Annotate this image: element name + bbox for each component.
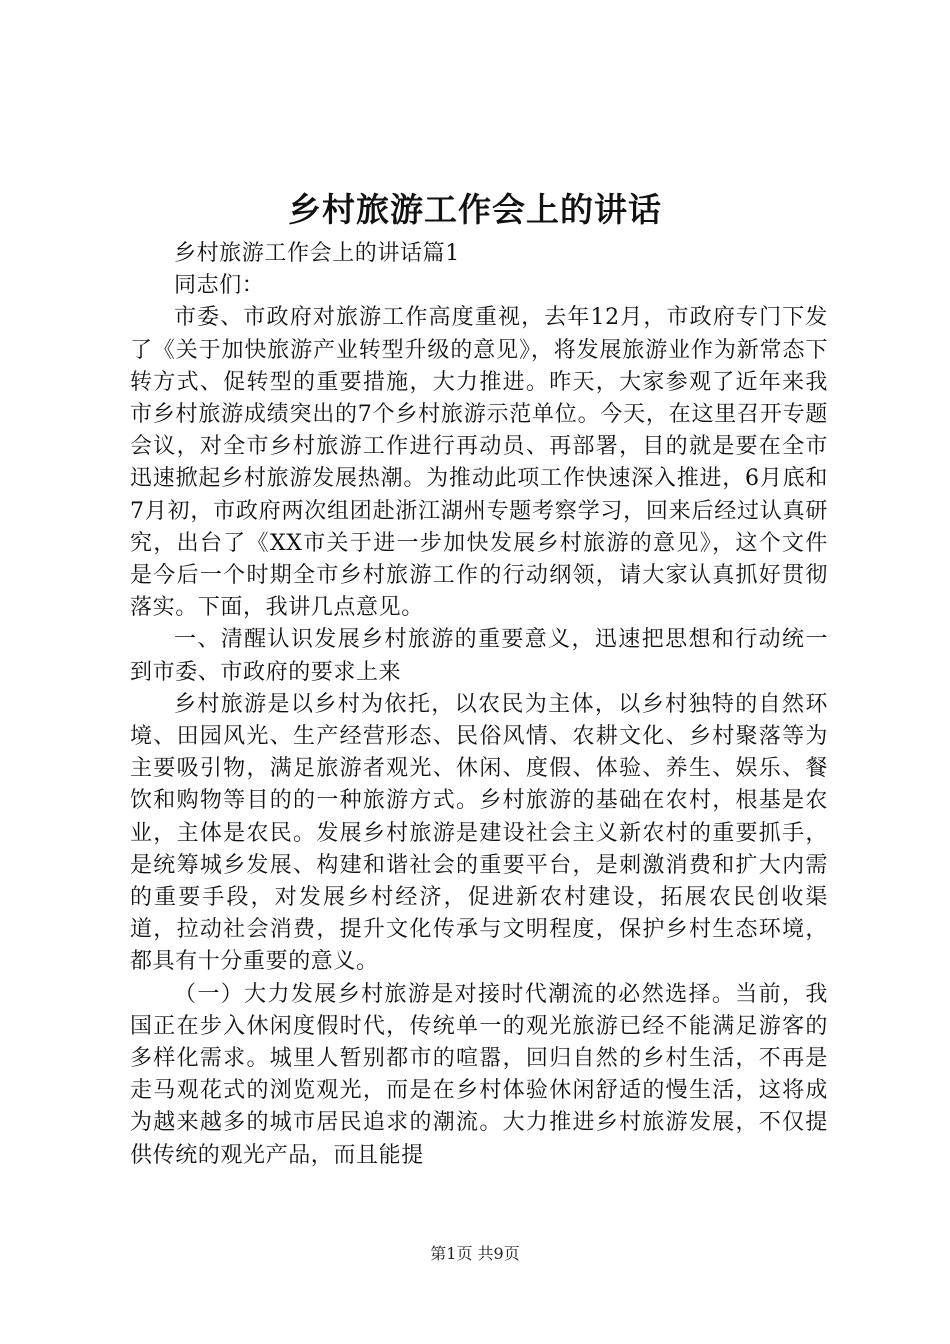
- page-title: 乡村旅游工作会上的讲话: [288, 190, 662, 229]
- page-footer: [0, 1243, 950, 1265]
- paragraph-heading: 一、清醒认识发展乡村旅游的重要意义，迅速把思想和行动统一到市委、市政府的要求上来: [130, 627, 828, 685]
- paragraph: 乡村旅游是以乡村为依托，以农民为主体，以乡村独特的自然环境、田园风光、生产经营形态、民俗风情、农耕文化、乡村聚落等为主要吸引物，满足旅游者观光、休闲、度假、体验、养生、娱乐、餐饮和购物等目的的一种旅游方式。乡村旅游的基础在农村，根基是农业，主体是农民。发展乡村旅游是建设社会主义新农村的重要抓手，是统筹城乡发展、构建和谐社会的重要平台，是刺激消费和扩大内需的重要手段，对发展乡村经济，促进新农村建设，拓展农民创收渠道，拉动社会消费，提升文化传承与文明程度，保护乡村生态环境，都具有十分重要的意义。: [130, 691, 828, 975]
- document-body: [130, 238, 828, 1172]
- section-heading: 乡村旅游工作会上的讲话篇1: [174, 241, 460, 266]
- paragraph: （一）大力发展乡村旅游是对接时代潮流的必然选择。当前，我国正在步入休闲度假时代，传统单一的观光旅游已经不能满足游客的多样化需求。城里人暂别都市的喧嚣，回归自然的乡村生活，不再是走马观花式的浏览观光，而是在乡村体验休闲舒适的慢生活，这将成为越来越多的城市居民追求的潮流。大力推进乡村旅游发展，不仅提供传统的观光产品，而且能提: [130, 981, 828, 1168]
- paragraph: 市委、市政府对旅游工作高度重视，去年12月，市政府专门下发了《关于加快旅游产业转型升级的意见》，将发展旅游业作为新常态下转方式、促转型的重要措施，大力推进。昨天，大家参观了近年来我市乡村旅游成绩突出的7个乡村旅游示范单位。今天，在这里召开专题会议，对全市乡村旅游工作进行再动员、再部署，目的就是要在全市迅速掀起乡村旅游发展热潮。为推动此项工作快速深入推进，6月底和7月初，市政府两次组团赴浙江湖州专题考察学习，回来后经过认真研究，出台了《XX市关于进一步加快发展乡村旅游的意见》，这个文件是今后一个时期全市乡村旅游工作的行动纲领，请大家认真抓好贯彻落实。下面，我讲几点意见。: [130, 305, 828, 621]
- page-number: 第1页 共9页: [430, 1244, 520, 1263]
- salutation: 同志们：: [174, 273, 265, 299]
